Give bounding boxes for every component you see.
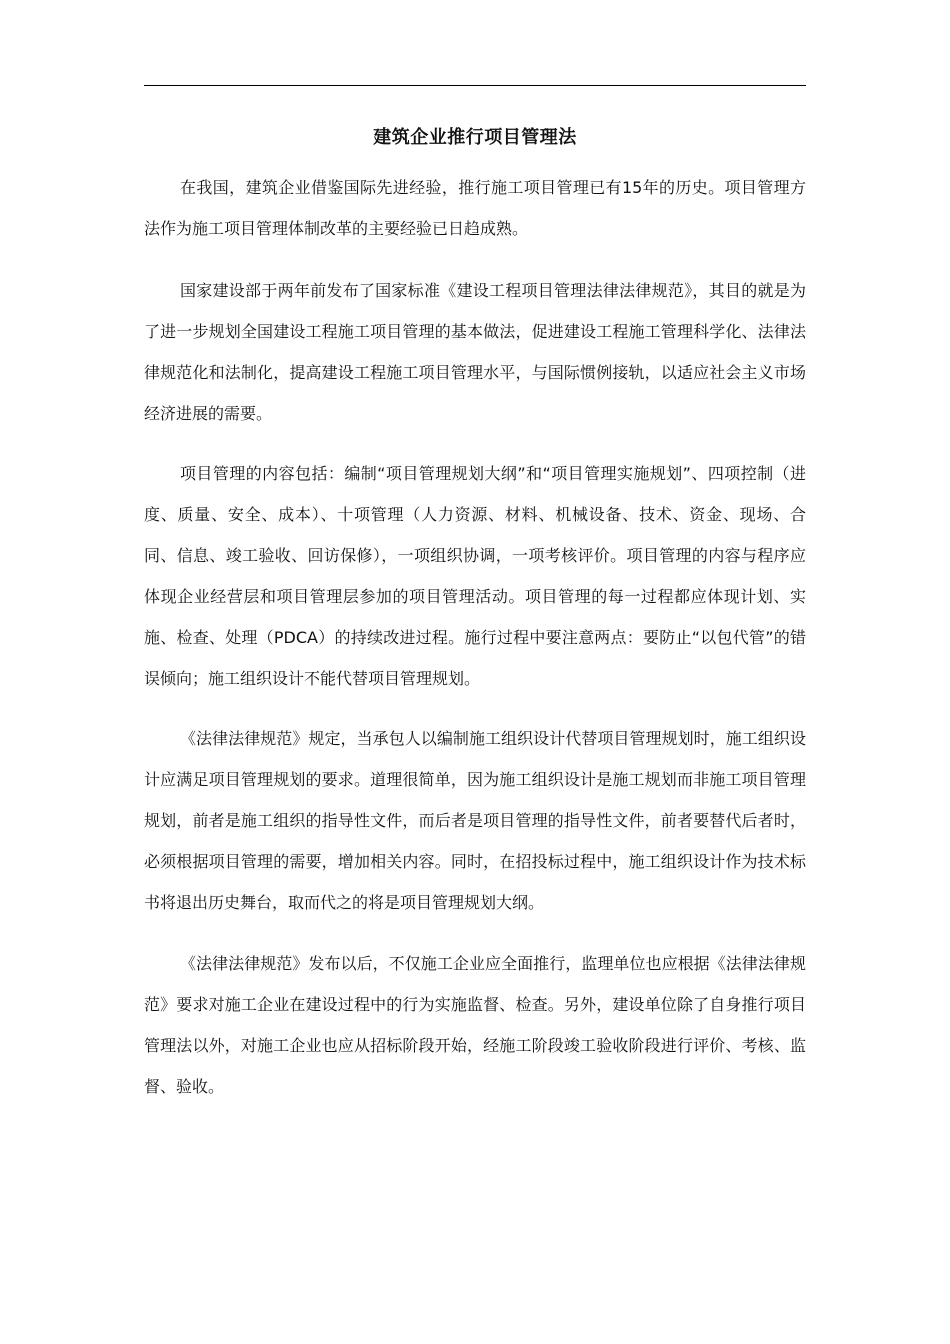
paragraph-2: 国家建设部于两年前发布了国家标准《建设工程项目管理法律法律规范》，其目的就是为了进一步规划全国建设工程施工项目管理的基本做法，促进建设工程施工管理科学化、法律法律规范化和法制化，提高建设工程施工项目管理水平，与国际惯例接轨，以适应社会主义市场经济进展的需要。 xyxy=(144,281,806,423)
document-title: 建筑企业推行项目管理法 xyxy=(373,127,577,148)
paragraph-1: 在我国，建筑企业借鉴国际先进经验，推行施工项目管理已有15年的历史。项目管理方法作为施工项目管理体制改革的主要经验已日趋成熟。 xyxy=(144,178,806,238)
paragraph-3: 项目管理的内容包括：编制“项目管理规划大纲”和“项目管理实施规划”、四项控制（进度、质量、安全、成本）、十项管理（人力资源、材料、机械设备、技术、资金、现场、合同、信息、竣工验收、回访保修），一项组织协调，一项考核评价。项目管理的内容与程序应体现企业经营层和项目管理层参加的项目管理活动。项目管理的每一过程都应体现计划、实施、检查、处理（PDCA）的持续改进过程。施行过程中要注意两点：要防止“以包代管”的错误倾向；施工组织设计不能代替项目管理规划。 xyxy=(144,464,806,688)
paragraph-5: 《法律法律规范》发布以后，不仅施工企业应全面推行，监理单位也应根据《法律法律规范》要求对施工企业在建设过程中的行为实施监督、检查。另外，建设单位除了自身推行项目管理法以外，对施工企业也应从招标阶段开始，经施工阶段竣工验收阶段进行评价、考核、监督、验收。 xyxy=(144,954,806,1096)
paragraph-4: 《法律法律规范》规定，当承包人以编制施工组织设计代替项目管理规划时，施工组织设计应满足项目管理规划的要求。道理很简单，因为施工组织设计是施工规划而非施工项目管理规划，前者是施工组织的指导性文件，而后者是项目管理的指导性文件，前者要替代后者时，必须根据项目管理的需要，增加相关内容。同时，在招投标过程中，施工组织设计作为技术标书将退出历史舞台，取而代之的将是项目管理规划大纲。 xyxy=(144,729,806,912)
header-rule xyxy=(144,85,806,86)
